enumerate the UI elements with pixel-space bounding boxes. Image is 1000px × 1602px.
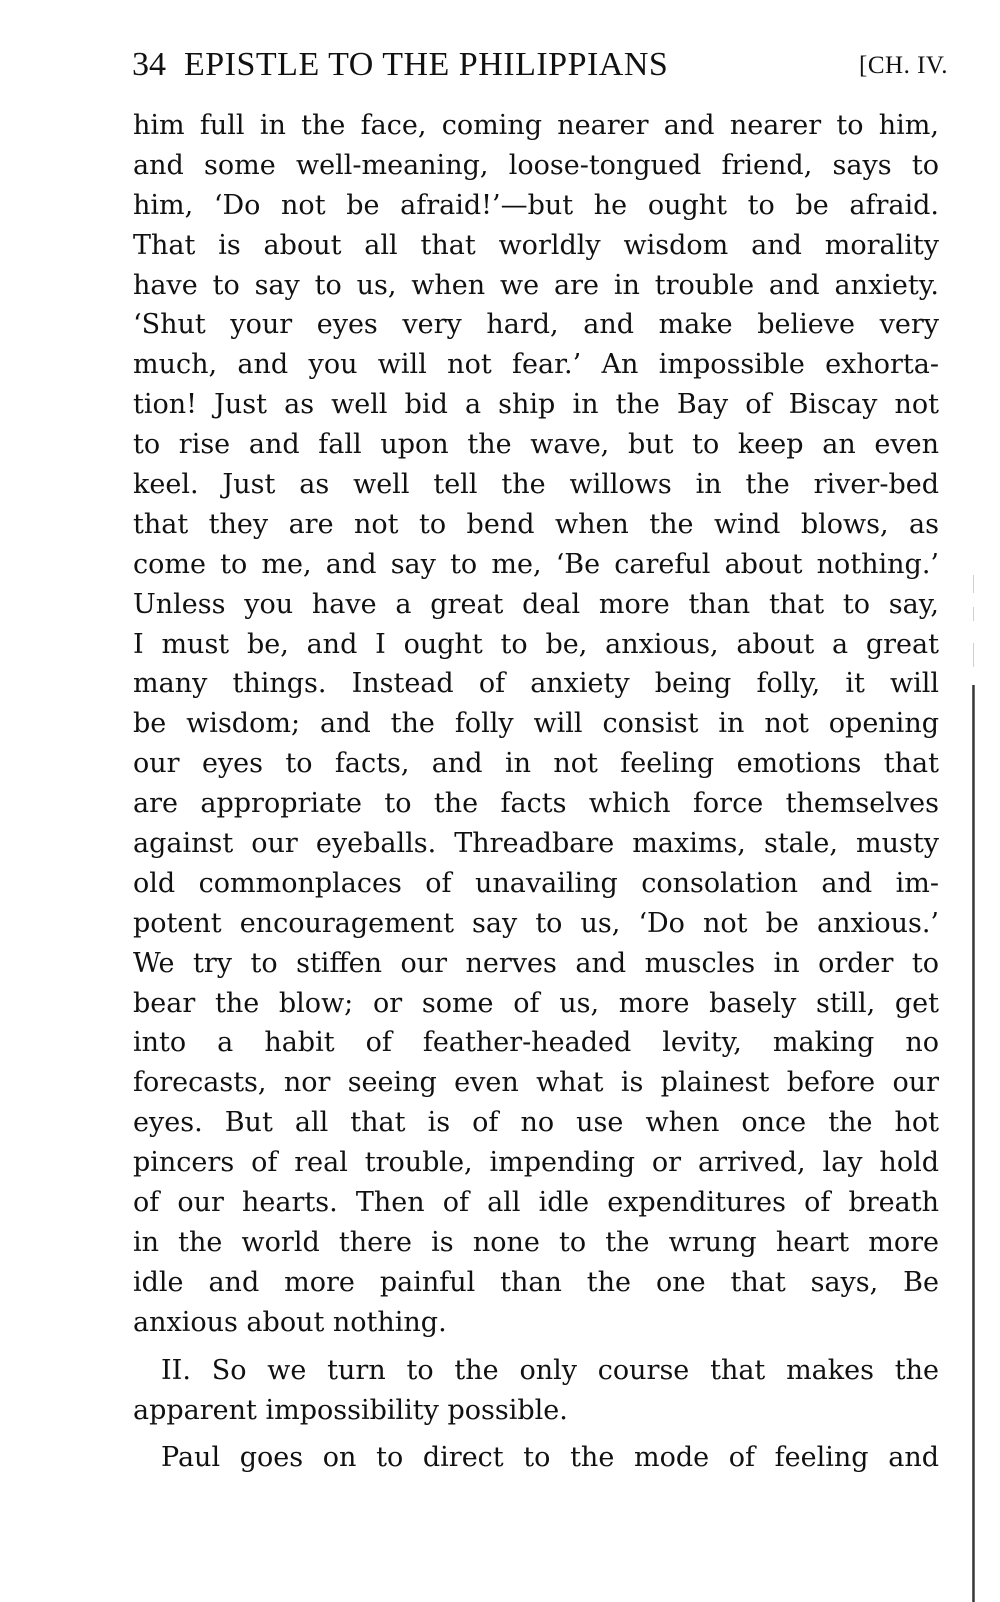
- paragraph-1: [133, 106, 939, 1343]
- text-line: forecasts, nor seeing even what is plainest before our: [133, 1067, 939, 1099]
- text-line: many things. Instead of anxiety being folly, it will: [133, 668, 939, 700]
- text-line: to rise and fall upon the wave, but to keep an even: [133, 429, 939, 461]
- text-line: our eyes to facts, and in not feeling emotions that: [133, 748, 939, 780]
- text-line: I must be, and I ought to be, anxious, about a great: [133, 628, 939, 660]
- edge-mark: [973, 575, 974, 593]
- edge-line: [972, 685, 975, 1602]
- text-line: tion! Just as well bid a ship in the Bay of Biscay not: [133, 389, 939, 421]
- text-line: him full in the face, coming nearer and nearer to him,: [133, 110, 939, 141]
- text-line: of our hearts. Then of all idle expenditures of breath: [133, 1187, 939, 1219]
- text-line: into a habit of feather-headed levity, making no: [133, 1027, 939, 1059]
- text-line: Unless you have a great deal more than that to say,: [133, 588, 939, 620]
- text-line: pincers of real trouble, impending or arrived, lay hold: [133, 1147, 939, 1179]
- edge-mark: [973, 643, 974, 667]
- text-line: keel. Just as well tell the willows in the river-bed: [133, 469, 939, 501]
- text-line: in the world there is none to the wrung heart more: [133, 1226, 939, 1258]
- text-line: bear the blow; or some of us, more basely still, get: [133, 987, 939, 1019]
- scanned-page-edge: [964, 565, 980, 1602]
- text-line: Paul goes on to direct to the mode of feeling and: [161, 1442, 939, 1474]
- text-line: anxious about nothing.: [133, 1306, 447, 1338]
- text-line: idle and more painful than the one that says, Be: [133, 1266, 939, 1298]
- text-line: be wisdom; and the folly will consist in not opening: [133, 708, 939, 740]
- text-line: eyes. But all that is of no use when once the hot: [133, 1107, 939, 1139]
- page-number: 34: [132, 46, 166, 83]
- text-line: potent encouragement say to us, ‘Do not be anxious.’: [133, 907, 939, 939]
- text-line: that they are not to bend when the wind blows, as: [133, 508, 939, 540]
- text-line: ‘Shut your eyes very hard, and make believe very: [133, 309, 939, 341]
- paragraph-2: [133, 1351, 939, 1431]
- body-text: [133, 106, 939, 1478]
- text-line: much, and you will not fear.’ An impossible exhorta-: [133, 349, 939, 381]
- text-line: against our eyeballs. Threadbare maxims, stale, musty: [133, 828, 939, 860]
- text-line: and some well-meaning, loose-tongued friend, says to: [133, 149, 939, 181]
- text-line: are appropriate to the facts which force themselves: [133, 788, 939, 820]
- text-line: have to say to us, when we are in trouble and anxiety.: [133, 269, 939, 301]
- paragraph-spacer: [133, 1343, 939, 1351]
- chapter-reference: [CH. IV.: [859, 52, 948, 79]
- text-line: II. So we turn to the only course that makes the: [161, 1354, 939, 1386]
- paragraph-spacer: [133, 1430, 939, 1438]
- text-line: We try to stiffen our nerves and muscles in order to: [133, 947, 939, 979]
- page-header: [132, 42, 950, 92]
- text-line: come to me, and say to me, ‘Be careful about nothing.’: [133, 548, 939, 580]
- paragraph-3: [133, 1438, 939, 1478]
- running-title: EPISTLE TO THE PHILIPPIANS: [184, 46, 669, 83]
- text-line: apparent impossibility possible.: [133, 1394, 568, 1426]
- edge-mark: [973, 607, 974, 621]
- text-line: him, ‘Do not be afraid!’—but he ought to be afraid.: [133, 189, 939, 221]
- text-line: old commonplaces of unavailing consolation and im-: [133, 867, 939, 899]
- text-line: That is about all that worldly wisdom and morality: [133, 229, 939, 261]
